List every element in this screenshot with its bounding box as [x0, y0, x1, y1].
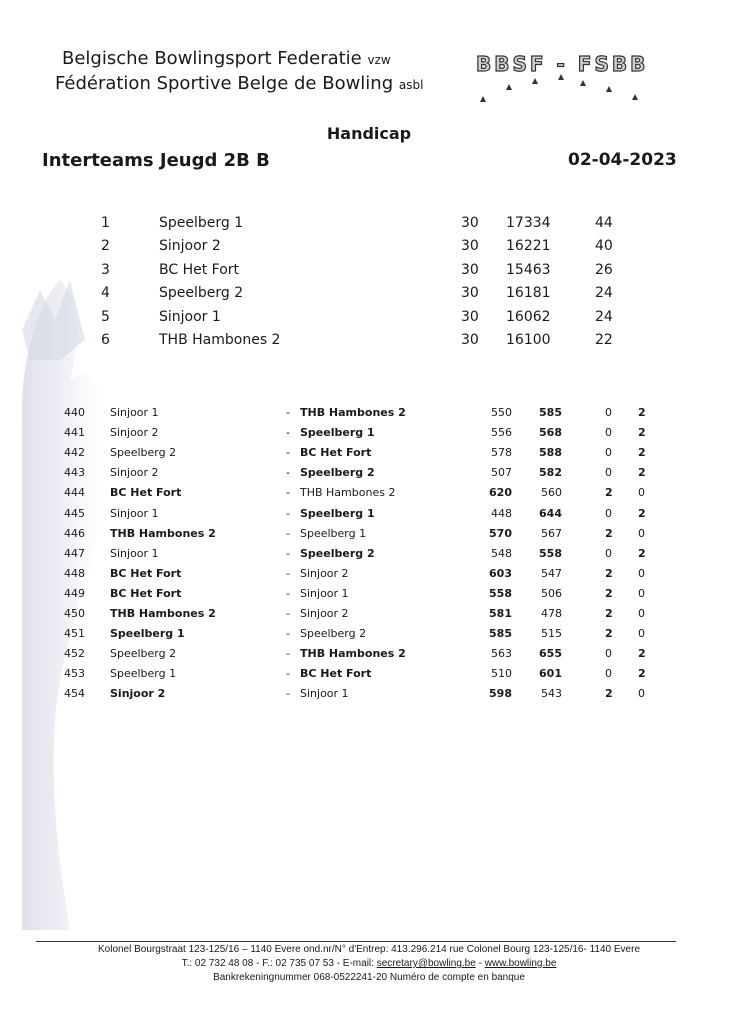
match-home-points: 2	[605, 486, 613, 500]
match-home-score: 507	[491, 466, 512, 480]
match-away-score: 478	[541, 607, 562, 620]
standing-points: 40	[595, 238, 613, 255]
logo-pin-mark	[506, 84, 512, 90]
match-home-score: 556	[491, 426, 512, 440]
footer-address: Kolonel Bourgstraat 123-125/16 – 1140 Evere ond.nr/N° d'Entrep: 413.296.214 rue Colonel Bourg 123-125/16- 1140 Evere	[97, 944, 641, 955]
match-home-score: 570	[489, 526, 512, 540]
match-home-points: 0	[605, 667, 612, 681]
bbsf-fsbb-logo: BBSF - FSBB	[470, 52, 650, 106]
match-home-points: 2	[605, 586, 613, 600]
match-separator: -	[286, 526, 290, 540]
match-number: 451	[64, 627, 85, 641]
match-number: 454	[64, 687, 85, 701]
logo-pin-mark	[632, 94, 638, 100]
match-away-points: 2	[638, 446, 646, 460]
match-away-team: Speelberg 2	[300, 627, 367, 641]
match-home-team: Speelberg 2	[110, 647, 177, 661]
footer-divider	[36, 941, 676, 942]
match-separator: -	[286, 667, 290, 681]
match-home-team: BC Het Fort	[110, 586, 182, 600]
standing-rank: 1	[101, 215, 110, 231]
standing-points: 24	[595, 285, 613, 302]
match-home-team: BC Het Fort	[110, 486, 182, 500]
standing-pins: 16221	[506, 238, 551, 255]
match-home-score: 585	[489, 627, 512, 641]
match-number: 441	[64, 426, 85, 440]
match-away-team: Speelberg 2	[300, 546, 375, 560]
match-separator: -	[286, 627, 290, 641]
match-away-points: 2	[638, 546, 646, 560]
match-home-score: 598	[489, 687, 512, 701]
match-away-team: BC Het Fort	[300, 667, 372, 681]
match-separator: -	[286, 566, 290, 580]
match-home-team: Sinjoor 2	[110, 687, 166, 701]
match-number: 447	[64, 546, 85, 560]
match-number: 453	[64, 667, 85, 681]
federation-name-nl: Belgische Bowlingsport Federatie vzw	[62, 48, 391, 69]
match-away-score: 601	[539, 667, 562, 681]
standing-games: 30	[461, 332, 479, 348]
match-home-score: 448	[491, 506, 512, 520]
logo-pin-mark	[606, 86, 612, 92]
standing-games: 30	[461, 215, 479, 231]
match-away-team: Speelberg 1	[300, 426, 375, 440]
match-home-points: 2	[605, 566, 613, 580]
standing-games: 30	[461, 261, 479, 278]
match-home-team: THB Hambones 2	[110, 526, 216, 540]
match-away-score: 515	[541, 627, 562, 641]
logo-pin-mark	[532, 78, 538, 84]
match-home-score: 550	[491, 406, 512, 419]
match-away-score: 582	[539, 466, 562, 480]
match-number: 448	[64, 566, 85, 580]
match-away-score: 655	[539, 647, 562, 661]
standing-team: Speelberg 2	[159, 285, 244, 302]
match-number: 446	[64, 526, 85, 540]
match-away-points: 0	[638, 586, 645, 600]
match-home-team: Speelberg 2	[110, 446, 177, 460]
standing-pins: 15463	[506, 261, 551, 278]
standing-points: 24	[595, 308, 613, 325]
standing-pins: 16062	[506, 308, 551, 325]
match-separator: -	[286, 687, 290, 701]
match-number: 450	[64, 607, 85, 620]
logo-pin-mark	[580, 80, 586, 86]
match-home-team: Speelberg 1	[110, 667, 177, 681]
standing-rank: 5	[101, 308, 110, 325]
match-separator: -	[286, 546, 290, 560]
footer-bank-account: Bankrekeningnummer 068-0522241-20 Numéro de compte en banque	[213, 972, 525, 983]
match-number: 440	[64, 406, 85, 419]
match-separator: -	[286, 426, 290, 440]
match-away-points: 0	[638, 607, 645, 620]
match-away-points: 0	[638, 486, 645, 500]
match-away-score: 558	[539, 546, 562, 560]
match-away-score: 588	[539, 446, 562, 460]
match-away-points: 0	[638, 526, 645, 540]
match-home-points: 2	[605, 607, 613, 620]
match-home-team: Sinjoor 2	[110, 466, 159, 480]
footer-contact: T.: 02 732 48 08 - F.: 02 735 07 53 - E-mail: secretary@bowling.be - www.bowling.be	[181, 958, 557, 969]
match-home-score: 620	[489, 486, 512, 500]
match-away-team: Sinjoor 1	[300, 687, 349, 701]
match-separator: -	[286, 506, 290, 520]
match-away-score: 560	[541, 486, 562, 500]
match-home-team: Sinjoor 1	[110, 406, 159, 419]
match-number: 445	[64, 506, 85, 520]
match-separator: -	[286, 486, 290, 500]
match-home-team: Sinjoor 2	[110, 426, 159, 440]
standing-games: 30	[461, 285, 479, 302]
standing-rank: 3	[101, 261, 110, 278]
match-separator: -	[286, 586, 290, 600]
match-away-team: Speelberg 2	[300, 466, 375, 480]
match-home-points: 0	[605, 426, 612, 440]
standing-games: 30	[461, 238, 479, 255]
match-number: 444	[64, 486, 85, 500]
match-away-team: Sinjoor 2	[300, 607, 349, 620]
match-home-score: 581	[489, 607, 512, 620]
standing-team: THB Hambones 2	[159, 332, 281, 348]
match-away-points: 2	[638, 466, 646, 480]
match-away-score: 568	[539, 426, 562, 440]
match-away-points: 2	[638, 506, 646, 520]
match-away-team: Sinjoor 2	[300, 566, 349, 580]
standing-rank: 6	[101, 332, 110, 348]
match-home-team: THB Hambones 2	[110, 607, 216, 620]
standing-team: Sinjoor 2	[159, 238, 221, 255]
match-separator: -	[286, 446, 290, 460]
match-home-score: 548	[491, 546, 512, 560]
match-home-points: 0	[605, 446, 612, 460]
competition-title: Interteams Jeugd 2B B	[42, 150, 270, 171]
match-away-team: Sinjoor 1	[300, 586, 349, 600]
match-away-points: 0	[638, 687, 645, 701]
match-separator: -	[286, 406, 290, 419]
footer-email-link[interactable]: secretary@bowling.be	[376, 958, 476, 969]
match-away-points: 0	[638, 627, 645, 641]
match-away-team: THB Hambones 2	[300, 486, 396, 500]
match-home-team: Sinjoor 1	[110, 546, 159, 560]
match-home-score: 603	[489, 566, 512, 580]
standing-rank: 2	[101, 238, 110, 255]
standing-pins: 16100	[506, 332, 551, 348]
match-home-points: 0	[605, 406, 612, 419]
match-home-score: 578	[491, 446, 512, 460]
match-away-score: 506	[541, 586, 562, 600]
match-home-points: 2	[605, 627, 613, 641]
footer-website-link[interactable]: www.bowling.be	[484, 958, 557, 969]
match-away-team: Speelberg 1	[300, 506, 375, 520]
match-home-points: 0	[605, 466, 612, 480]
match-away-team: BC Het Fort	[300, 446, 372, 460]
match-home-points: 0	[605, 546, 612, 560]
match-home-points: 0	[605, 506, 612, 520]
standing-team: Speelberg 1	[159, 215, 244, 231]
match-away-points: 2	[638, 406, 646, 419]
match-number: 442	[64, 446, 85, 460]
handicap-heading: Handicap	[326, 124, 412, 143]
match-away-points: 0	[638, 566, 645, 580]
match-away-score: 567	[541, 526, 562, 540]
match-away-team: Speelberg 1	[300, 526, 367, 540]
logo-pin-mark	[558, 74, 564, 80]
match-away-score: 547	[541, 566, 562, 580]
standing-points: 22	[595, 332, 613, 348]
competition-date: 02-04-2023	[568, 150, 677, 170]
match-home-team: BC Het Fort	[110, 566, 182, 580]
match-away-points: 2	[638, 426, 646, 440]
match-away-score: 543	[541, 687, 562, 701]
logo-pin-mark	[480, 96, 486, 102]
match-separator: -	[286, 647, 290, 661]
standing-points: 44	[595, 215, 613, 231]
match-away-team: THB Hambones 2	[300, 647, 406, 661]
match-number: 449	[64, 586, 85, 600]
match-away-points: 2	[638, 647, 646, 661]
standing-points: 26	[595, 261, 613, 278]
standing-games: 30	[461, 308, 479, 325]
match-separator: -	[286, 607, 290, 620]
standing-pins: 17334	[506, 215, 551, 231]
standing-pins: 16181	[506, 285, 551, 302]
federation-name-fr: Fédération Sportive Belge de Bowling asbl	[55, 73, 424, 94]
match-away-points: 2	[638, 667, 646, 681]
match-home-points: 2	[605, 687, 613, 701]
match-home-score: 563	[491, 647, 512, 661]
match-home-team: Sinjoor 1	[110, 506, 159, 520]
match-home-team: Speelberg 1	[110, 627, 185, 641]
match-home-points: 2	[605, 526, 613, 540]
match-home-points: 0	[605, 647, 612, 661]
standing-rank: 4	[101, 285, 110, 302]
standing-team: BC Het Fort	[159, 261, 240, 278]
match-number: 443	[64, 466, 85, 480]
match-away-score: 585	[539, 406, 562, 419]
match-home-score: 510	[491, 667, 512, 681]
match-away-team: THB Hambones 2	[300, 406, 406, 419]
match-number: 452	[64, 647, 85, 661]
match-away-score: 644	[539, 506, 562, 520]
standing-team: Sinjoor 1	[159, 308, 221, 325]
match-separator: -	[286, 466, 290, 480]
match-home-score: 558	[489, 586, 512, 600]
